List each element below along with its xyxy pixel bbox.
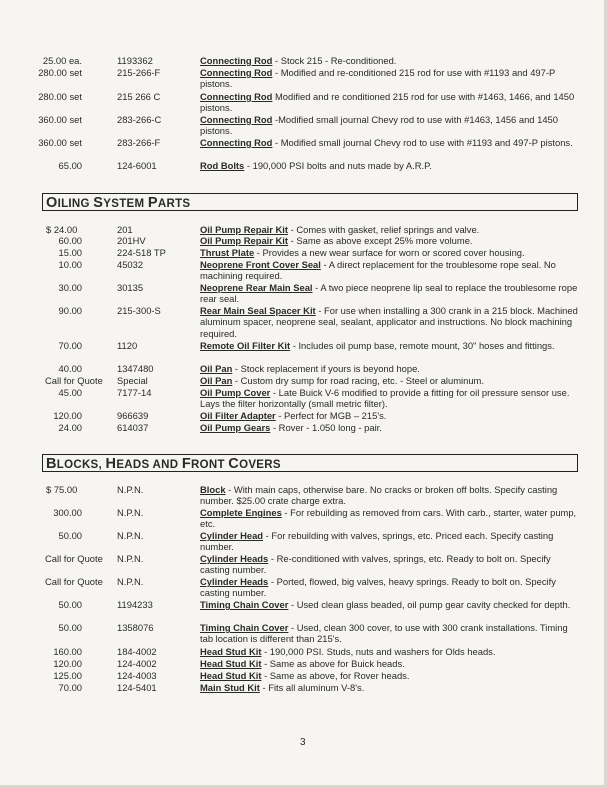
item-title: Rear Main Seal Spacer Kit bbox=[200, 305, 316, 316]
item-description bbox=[200, 160, 580, 171]
item-part-number: 283-266-F bbox=[117, 137, 161, 148]
item-title: Oil Pump Gears bbox=[200, 422, 271, 433]
item-title: Complete Engines bbox=[200, 507, 282, 518]
item-title: Neoprene Rear Main Seal bbox=[200, 282, 313, 293]
item-part-number: 124-6001 bbox=[117, 160, 157, 171]
item-text: - Modified small journal Chevy rod to use with #1193 and 497-P pistons. bbox=[272, 137, 573, 148]
item-description bbox=[200, 599, 580, 610]
item-text: - A direct replacement for the troublesome rope seal. No machining required. bbox=[200, 259, 556, 282]
item-price: 120.00 bbox=[53, 658, 82, 669]
item-part-number: 124-4002 bbox=[117, 658, 157, 669]
item-title: Timing Chain Cover bbox=[200, 599, 289, 610]
item-text: - 190,000 PSI. Studs, nuts and washers for Olds heads. bbox=[261, 646, 496, 657]
item-title: Rod Bolts bbox=[200, 160, 245, 171]
item-text: - For rebuilding as removed from cars. With carb., starter, water pump, etc. bbox=[200, 507, 577, 530]
item-title: Connecting Rod bbox=[200, 67, 273, 78]
item-price: Call for Quote bbox=[45, 375, 103, 386]
item-part-number: N.P.N. bbox=[117, 530, 144, 541]
item-title: Cylinder Head bbox=[200, 530, 264, 541]
item-title: Connecting Rod bbox=[200, 114, 273, 125]
item-text: - Same as above for Buick heads. bbox=[261, 658, 405, 669]
item-part-number: Special bbox=[117, 375, 148, 386]
item-description bbox=[200, 576, 580, 599]
item-title: Connecting Rod bbox=[200, 91, 273, 102]
item-text: - Same as above except 25% more volume. bbox=[288, 235, 473, 246]
oiling-system-header: OILING SYSTEM PARTS bbox=[42, 193, 578, 211]
item-title: Timing Chain Cover bbox=[200, 622, 289, 633]
item-description bbox=[200, 658, 580, 669]
item-description bbox=[200, 305, 580, 339]
item-title: Head Stud Kit bbox=[200, 670, 262, 681]
item-title: Block bbox=[200, 484, 226, 495]
item-part-number: 201HV bbox=[117, 235, 146, 246]
item-part-number: 966639 bbox=[117, 410, 149, 421]
item-description bbox=[200, 67, 580, 90]
item-description bbox=[200, 247, 580, 258]
item-part-number: 1193362 bbox=[117, 55, 153, 66]
item-description bbox=[200, 507, 580, 530]
item-text: - For use when installing a 300 crank in a 215 block. Machined aluminum spacer, neoprene seal, sealant, applicator and instructions. No block machining required. bbox=[200, 305, 578, 339]
item-part-number: 45032 bbox=[117, 259, 144, 270]
item-part-number: 224-518 TP bbox=[117, 247, 166, 258]
item-part-number: 124-4003 bbox=[117, 670, 157, 681]
item-description bbox=[200, 530, 580, 553]
item-text: - Rover - 1.050 long - pair. bbox=[270, 422, 382, 433]
item-part-number: 7177-14 bbox=[117, 387, 152, 398]
item-title: Cylinder Heads bbox=[200, 576, 269, 587]
item-title: Oil Pan bbox=[200, 363, 233, 374]
item-price: 25.00 ea. bbox=[42, 55, 82, 66]
item-title: Head Stud Kit bbox=[200, 658, 262, 669]
item-part-number: 30135 bbox=[117, 282, 144, 293]
item-title: Cylinder Heads bbox=[200, 553, 269, 564]
item-price: 45.00 bbox=[58, 387, 82, 398]
item-description bbox=[200, 224, 580, 235]
item-text: - A two piece neoprene lip seal to replace the troublesome rope rear seal. bbox=[200, 282, 578, 305]
item-title: Main Stud Kit bbox=[200, 682, 260, 693]
item-price: 120.00 bbox=[53, 410, 82, 421]
item-part-number: 201 bbox=[117, 224, 133, 235]
item-price: 360.00 set bbox=[38, 137, 82, 148]
item-text: - For rebuilding with valves, springs, etc. Priced each. Specify casting number. bbox=[200, 530, 554, 553]
item-text: - Provides a new wear surface for worn or scored cover housing. bbox=[254, 247, 525, 258]
item-part-number: 184-4002 bbox=[117, 646, 157, 657]
item-text: - Stock replacement if yours is beyond hope. bbox=[232, 363, 420, 374]
item-price: Call for Quote bbox=[45, 576, 103, 587]
item-description bbox=[200, 91, 580, 114]
item-text: - Used clean glass beaded, oil pump gear cavity checked for depth. bbox=[288, 599, 571, 610]
item-part-number: 1358076 bbox=[117, 622, 154, 633]
item-text: - Same as above, for Rover heads. bbox=[261, 670, 410, 681]
item-price: 280.00 set bbox=[38, 67, 82, 78]
item-part-number: N.P.N. bbox=[117, 576, 144, 587]
item-price: 90.00 bbox=[58, 305, 82, 316]
item-price: 40.00 bbox=[58, 363, 82, 374]
item-description bbox=[200, 259, 580, 282]
item-title: Oil Filter Adapter bbox=[200, 410, 276, 421]
item-description bbox=[200, 375, 580, 386]
item-description bbox=[200, 387, 580, 410]
item-part-number: N.P.N. bbox=[117, 553, 144, 564]
item-price: 65.00 bbox=[58, 160, 82, 171]
item-part-number: 283-266-C bbox=[117, 114, 162, 125]
item-price: 50.00 bbox=[58, 530, 82, 541]
item-price: 50.00 bbox=[58, 622, 82, 633]
item-title: Oil Pump Cover bbox=[200, 387, 271, 398]
item-description bbox=[200, 410, 580, 421]
item-part-number: 215 266 C bbox=[117, 91, 161, 102]
item-description bbox=[200, 235, 580, 246]
item-description bbox=[200, 340, 580, 351]
item-price: 70.00 bbox=[58, 340, 82, 351]
item-price: 70.00 bbox=[58, 682, 82, 693]
item-price: $ 75.00 bbox=[46, 484, 78, 495]
item-price: Call for Quote bbox=[45, 553, 103, 564]
blocks-heads-header: BLOCKS, HEADS AND FRONT COVERS bbox=[42, 454, 578, 472]
item-title: Head Stud Kit bbox=[200, 646, 262, 657]
item-price: 60.00 bbox=[58, 235, 82, 246]
item-price: 24.00 bbox=[58, 422, 82, 433]
item-text: - Late Buick V-6 modified to provide a fitting for oil pressure sensor use. Lays the filter horizontally (small metric filter). bbox=[200, 387, 570, 410]
item-price: 15.00 bbox=[58, 247, 82, 258]
item-description bbox=[200, 114, 580, 137]
item-title: Connecting Rod bbox=[200, 137, 273, 148]
page-number: 3 bbox=[300, 737, 306, 748]
item-description bbox=[200, 646, 580, 657]
item-description bbox=[200, 670, 580, 681]
item-title: Neoprene Front Cover Seal bbox=[200, 259, 321, 270]
item-text: - 190,000 PSI bolts and nuts made by A.R.P. bbox=[244, 160, 432, 171]
item-price: 10.00 bbox=[58, 259, 82, 270]
item-price: 50.00 bbox=[58, 599, 82, 610]
item-part-number: 1347480 bbox=[117, 363, 154, 374]
item-text: -Modified small journal Chevy rod to use with #1463, 1456 and 1450 pistons. bbox=[200, 114, 558, 137]
scan-edge-right bbox=[604, 0, 608, 788]
item-title: Oil Pan bbox=[200, 375, 233, 386]
item-price: 280.00 set bbox=[38, 91, 82, 102]
item-text: - With main caps, otherwise bare. No cracks or broken off bolts. Specify casting number. $25.00 crate charge extra. bbox=[200, 484, 558, 507]
item-description bbox=[200, 682, 580, 693]
item-title: Connecting Rod bbox=[200, 55, 273, 66]
item-title: Remote Oil Filter Kit bbox=[200, 340, 291, 351]
item-price: 160.00 bbox=[53, 646, 82, 657]
item-text: - Used, clean 300 cover, to use with 300 crank installations. Timing tab location is different than 215's. bbox=[200, 622, 568, 645]
item-text: - Fits all aluminum V-8's. bbox=[259, 682, 365, 693]
item-part-number: 614037 bbox=[117, 422, 149, 433]
item-part-number: N.P.N. bbox=[117, 484, 144, 495]
item-description bbox=[200, 137, 580, 148]
item-description bbox=[200, 553, 580, 576]
item-text: - Modified and re-conditioned 215 rod for use with #1193 and 497-P pistons. bbox=[200, 67, 556, 90]
item-text: - Includes oil pump base, remote mount, 30" hoses and fittings. bbox=[290, 340, 555, 351]
item-price: 125.00 bbox=[53, 670, 82, 681]
item-part-number: 124-5401 bbox=[117, 682, 157, 693]
item-description bbox=[200, 422, 580, 433]
item-title: Thrust Plate bbox=[200, 247, 255, 258]
item-part-number: 1194233 bbox=[117, 599, 153, 610]
item-description bbox=[200, 55, 580, 66]
item-part-number: N.P.N. bbox=[117, 507, 144, 518]
item-price: 360.00 set bbox=[38, 114, 82, 125]
item-price: 30.00 bbox=[58, 282, 82, 293]
item-part-number: 215-300-S bbox=[117, 305, 161, 316]
item-text: - Custom dry sump for road racing, etc. - Steel or aluminum. bbox=[232, 375, 484, 386]
item-description bbox=[200, 484, 580, 507]
item-description bbox=[200, 363, 580, 374]
item-text: - Perfect for MGB – 215's. bbox=[275, 410, 387, 421]
item-text: - Stock 215 - Re-conditioned. bbox=[272, 55, 397, 66]
item-text: - Comes with gasket, relief springs and valve. bbox=[288, 224, 480, 235]
item-price: $ 24.00 bbox=[46, 224, 78, 235]
item-text: - Ported, flowed, big valves, heavy springs. Ready to bolt on. Specify casting number. bbox=[200, 576, 556, 599]
item-text: - Re-conditioned with valves, springs, etc. Ready to bolt on. Specify casting number. bbox=[200, 553, 551, 576]
item-part-number: 1120 bbox=[117, 340, 138, 351]
item-price: 300.00 bbox=[53, 507, 82, 518]
item-description bbox=[200, 282, 580, 305]
item-title: Oil Pump Repair Kit bbox=[200, 224, 289, 235]
item-title: Oil Pump Repair Kit bbox=[200, 235, 289, 246]
item-description bbox=[200, 622, 580, 645]
item-text: Modified and re conditioned 215 rod for use with #1463, 1466, and 1450 pistons. bbox=[200, 91, 575, 114]
item-part-number: 215-266-F bbox=[117, 67, 161, 78]
